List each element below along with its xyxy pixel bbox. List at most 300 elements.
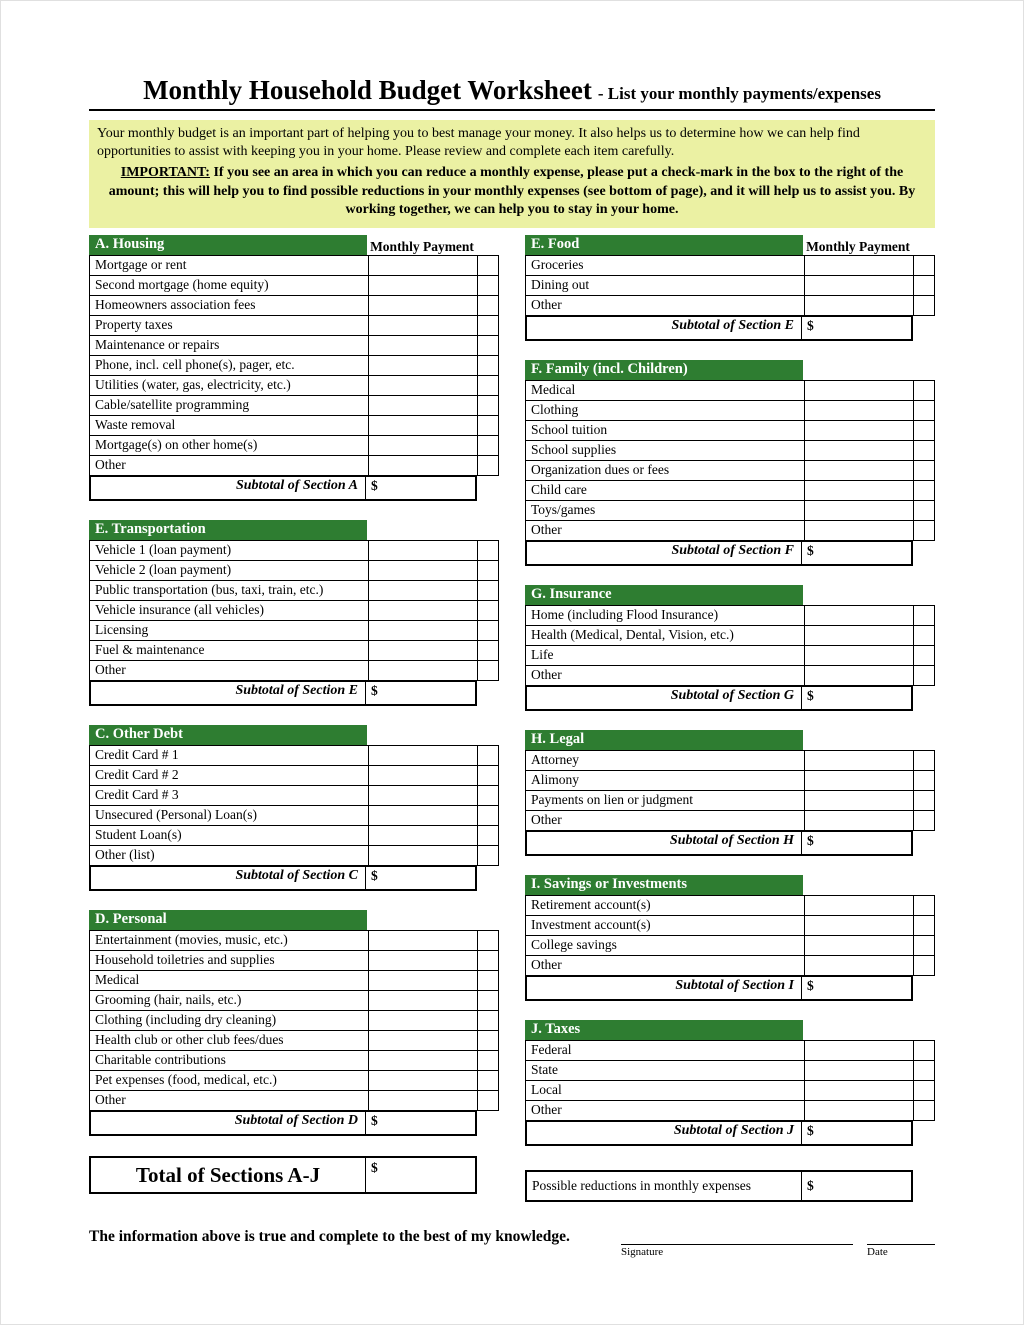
expense-row (525, 810, 935, 831)
subtotal-row (525, 975, 913, 1001)
amount-input[interactable] (368, 275, 478, 296)
amount-input[interactable] (368, 355, 478, 376)
amount-input[interactable] (804, 440, 914, 461)
expense-label: Attorney (525, 750, 805, 771)
amount-input[interactable] (804, 380, 914, 401)
reduce-checkbox[interactable] (477, 825, 499, 846)
amount-input[interactable] (804, 665, 914, 686)
subtotal-row (89, 1110, 477, 1136)
reduce-checkbox[interactable] (477, 415, 499, 436)
expense-row (525, 480, 935, 501)
expense-label: Credit Card # 1 (89, 745, 369, 766)
subtotal-row (89, 680, 477, 706)
amount-input[interactable] (804, 790, 914, 811)
expense-row (89, 785, 499, 806)
expense-label: Waste removal (89, 415, 369, 436)
expense-row (89, 560, 499, 581)
amount-input[interactable] (368, 315, 478, 336)
expense-label: Licensing (89, 620, 369, 641)
amount-input[interactable] (804, 1080, 914, 1101)
subtotal-row (525, 830, 913, 856)
reduce-checkbox[interactable] (477, 640, 499, 661)
expense-label: Medical (525, 380, 805, 401)
expense-row (525, 400, 935, 421)
reduce-checkbox[interactable] (913, 1080, 935, 1101)
section-I (525, 875, 935, 1001)
signature-line[interactable]: Signature (621, 1244, 853, 1258)
section-A (89, 235, 499, 501)
amount-input[interactable] (368, 970, 478, 991)
expense-label: Vehicle 1 (loan payment) (89, 540, 369, 561)
expense-label: Other (89, 660, 369, 681)
expense-row (525, 1040, 935, 1061)
important-note (97, 164, 927, 219)
reduce-checkbox[interactable] (913, 645, 935, 666)
expense-label: Clothing (including dry cleaning) (89, 1010, 369, 1031)
reduce-checkbox[interactable] (477, 315, 499, 336)
reduce-checkbox[interactable] (913, 520, 935, 541)
expense-row (525, 645, 935, 666)
expense-row (89, 1090, 499, 1111)
expense-label: State (525, 1060, 805, 1081)
reduce-checkbox[interactable] (913, 770, 935, 791)
expense-row (525, 895, 935, 916)
expense-row (89, 950, 499, 971)
amount-input[interactable] (804, 895, 914, 916)
reduce-checkbox[interactable] (477, 580, 499, 601)
reduce-checkbox[interactable] (477, 1050, 499, 1071)
amount-input[interactable] (368, 600, 478, 621)
reduce-checkbox[interactable] (913, 255, 935, 276)
expense-label: Life (525, 645, 805, 666)
reduce-checkbox[interactable] (913, 480, 935, 501)
amount-input[interactable] (804, 400, 914, 421)
expense-label: Pet expenses (food, medical, etc.) (89, 1070, 369, 1091)
reduce-checkbox[interactable] (477, 560, 499, 581)
subtotal-amount-field[interactable]: $ (801, 317, 911, 339)
expense-row (525, 275, 935, 296)
section-C (89, 725, 499, 891)
reduce-checkbox[interactable] (913, 500, 935, 521)
reduce-checkbox[interactable] (913, 295, 935, 316)
reduce-checkbox[interactable] (477, 1030, 499, 1051)
subtotal-amount-field[interactable]: $ (365, 682, 475, 704)
reduce-checkbox[interactable] (477, 990, 499, 1011)
section-F (525, 360, 935, 566)
subtotal-amount-field[interactable]: $ (365, 477, 475, 499)
amount-input[interactable] (368, 1070, 478, 1091)
section-header-row (525, 360, 935, 381)
subtotal-amount-field[interactable]: $ (365, 867, 475, 889)
expense-label: Organization dues or fees (525, 460, 805, 481)
amount-input[interactable] (368, 1090, 478, 1111)
expense-label: Maintenance or repairs (89, 335, 369, 356)
expense-label: Cable/satellite programming (89, 395, 369, 416)
expense-label: Home (including Flood Insurance) (525, 605, 805, 626)
amount-input[interactable] (368, 805, 478, 826)
title-main: Monthly Household Budget Worksheet (143, 75, 592, 105)
reduce-checkbox[interactable] (477, 805, 499, 826)
reduce-checkbox[interactable] (477, 1010, 499, 1031)
expense-row (89, 845, 499, 866)
amount-input[interactable] (368, 1050, 478, 1071)
reduce-checkbox[interactable] (477, 255, 499, 276)
expense-label: Health club or other club fees/dues (89, 1030, 369, 1051)
amount-input[interactable] (804, 605, 914, 626)
reduce-checkbox[interactable] (913, 895, 935, 916)
subtotal-row (525, 540, 913, 566)
amount-input[interactable] (804, 625, 914, 646)
reduce-checkbox[interactable] (477, 355, 499, 376)
monthly-payment-header: Monthly Payment (806, 238, 910, 254)
amount-input[interactable] (368, 845, 478, 866)
subtotal-label: Subtotal of Section F (527, 542, 802, 564)
expense-label: Entertainment (movies, music, etc.) (89, 930, 369, 951)
amount-input[interactable] (804, 255, 914, 276)
worksheet-columns (89, 235, 935, 1202)
subtotal-row (525, 1120, 913, 1146)
expense-row (525, 770, 935, 791)
expense-label: Child care (525, 480, 805, 501)
subtotal-label: Subtotal of Section A (91, 477, 366, 499)
amount-input[interactable] (368, 435, 478, 456)
expense-label: Mortgage or rent (89, 255, 369, 276)
amount-input[interactable] (804, 955, 914, 976)
expense-label: Other (525, 295, 805, 316)
expense-label: Household toiletries and supplies (89, 950, 369, 971)
expense-row (89, 600, 499, 621)
expense-row (89, 970, 499, 991)
expense-label: Vehicle 2 (loan payment) (89, 560, 369, 581)
amount-input[interactable] (368, 295, 478, 316)
amount-input[interactable] (804, 275, 914, 296)
expense-row (89, 355, 499, 376)
subtotal-amount-field[interactable]: $ (801, 542, 911, 564)
expense-label: Health (Medical, Dental, Vision, etc.) (525, 625, 805, 646)
total-amount-field[interactable]: $ (365, 1158, 475, 1192)
subtotal-amount-field[interactable]: $ (365, 1112, 475, 1134)
reduce-checkbox[interactable] (913, 1060, 935, 1081)
expense-row (89, 415, 499, 436)
reduce-checkbox[interactable] (477, 620, 499, 641)
amount-input[interactable] (368, 950, 478, 971)
amount-input[interactable] (368, 560, 478, 581)
amount-input[interactable] (804, 480, 914, 501)
expense-row (89, 660, 499, 681)
expense-row (89, 640, 499, 661)
expense-label: College savings (525, 935, 805, 956)
reduce-checkbox[interactable] (477, 540, 499, 561)
expense-row (525, 1060, 935, 1081)
subtotal-label: Subtotal of Section G (527, 687, 802, 709)
expense-label: Other (525, 955, 805, 976)
expense-label: Grooming (hair, nails, etc.) (89, 990, 369, 1011)
reduce-checkbox[interactable] (913, 380, 935, 401)
expense-label: Investment account(s) (525, 915, 805, 936)
expense-row (89, 580, 499, 601)
subtotal-row (89, 475, 477, 501)
possible-reductions-row (525, 1170, 913, 1202)
subtotal-amount-field[interactable]: $ (801, 687, 911, 709)
amount-input[interactable] (368, 540, 478, 561)
reduce-checkbox[interactable] (913, 420, 935, 441)
expense-row (89, 745, 499, 766)
expense-row (89, 1030, 499, 1051)
expense-label: Credit Card # 2 (89, 765, 369, 786)
section-H (525, 730, 935, 856)
expense-row (89, 930, 499, 951)
section-header-label: C. Other Debt (89, 725, 367, 746)
reduce-checkbox[interactable] (477, 435, 499, 456)
section-B (89, 520, 499, 706)
expense-row (525, 420, 935, 441)
reduce-checkbox[interactable] (477, 600, 499, 621)
amount-input[interactable] (368, 580, 478, 601)
reduce-checkbox[interactable] (477, 785, 499, 806)
amount-input[interactable] (368, 990, 478, 1011)
page-title (89, 75, 935, 111)
amount-input[interactable] (368, 375, 478, 396)
amount-input[interactable] (804, 645, 914, 666)
monthly-payment-header: Monthly Payment (370, 238, 474, 254)
signature-area (621, 1244, 935, 1258)
expense-row (89, 375, 499, 396)
section-header-row (525, 875, 935, 896)
subtotal-label: Subtotal of Section E (91, 682, 366, 704)
expense-row (89, 805, 499, 826)
reduce-checkbox[interactable] (913, 605, 935, 626)
amount-input[interactable] (368, 765, 478, 786)
expense-label: Unsecured (Personal) Loan(s) (89, 805, 369, 826)
amount-input[interactable] (804, 1040, 914, 1061)
expense-row (525, 520, 935, 541)
subtotal-label: Subtotal of Section C (91, 867, 366, 889)
reduce-checkbox[interactable] (477, 660, 499, 681)
expense-label: Other (525, 520, 805, 541)
expense-row (525, 255, 935, 276)
amount-input[interactable] (804, 935, 914, 956)
reduce-checkbox[interactable] (913, 460, 935, 481)
expense-label: Vehicle insurance (all vehicles) (89, 600, 369, 621)
reduce-checkbox[interactable] (913, 275, 935, 296)
expense-label: Student Loan(s) (89, 825, 369, 846)
expense-row (89, 295, 499, 316)
amount-input[interactable] (804, 500, 914, 521)
amount-input[interactable] (804, 915, 914, 936)
expense-row (525, 665, 935, 686)
expense-row (89, 395, 499, 416)
subtotal-label: Subtotal of Section I (527, 977, 802, 999)
section-header-row (89, 520, 499, 541)
reduce-checkbox[interactable] (477, 970, 499, 991)
expense-row (525, 750, 935, 771)
total-sections-row (89, 1156, 477, 1194)
section-header-label: H. Legal (525, 730, 803, 751)
expense-label: Other (89, 455, 369, 476)
section-header-label: J. Taxes (525, 1020, 803, 1041)
reduce-checkbox[interactable] (477, 845, 499, 866)
reduce-checkbox[interactable] (477, 1070, 499, 1091)
amount-input[interactable] (368, 930, 478, 951)
amount-input[interactable] (368, 1010, 478, 1031)
amount-input[interactable] (804, 295, 914, 316)
intro-paragraph: Your monthly budget is an important part of helping you to best manage your money. It also helps us to determine how we can help find opportunities to assist with keeping you in your home. Please review and complete each item carefully. (97, 126, 860, 160)
section-header-label: G. Insurance (525, 585, 803, 606)
amount-input[interactable] (368, 1030, 478, 1051)
amount-input[interactable] (368, 660, 478, 681)
possible-reductions-label: Possible reductions in monthly expenses (532, 1177, 751, 1193)
subtotal-label: Subtotal of Section D (91, 1112, 366, 1134)
subtotal-label: Subtotal of Section J (527, 1122, 802, 1144)
amount-input[interactable] (804, 520, 914, 541)
reduce-checkbox[interactable] (477, 950, 499, 971)
reduce-checkbox[interactable] (913, 400, 935, 421)
right-column (525, 235, 935, 1202)
expense-label: Payments on lien or judgment (525, 790, 805, 811)
expense-row (89, 1050, 499, 1071)
reduce-checkbox[interactable] (477, 335, 499, 356)
reduce-checkbox[interactable] (477, 745, 499, 766)
expense-row (89, 825, 499, 846)
expense-label: Other (525, 665, 805, 686)
expense-label: Second mortgage (home equity) (89, 275, 369, 296)
amount-input[interactable] (368, 255, 478, 276)
expense-label: Charitable contributions (89, 1050, 369, 1071)
reductions-amount-field[interactable]: $ (801, 1172, 911, 1200)
amount-input[interactable] (804, 1100, 914, 1121)
expense-row (525, 935, 935, 956)
expense-row (525, 295, 935, 316)
important-label: IMPORTANT: (120, 165, 210, 181)
subtotal-row (525, 685, 913, 711)
expense-row (89, 315, 499, 336)
reduce-checkbox[interactable] (913, 935, 935, 956)
expense-row (89, 1010, 499, 1031)
amount-input[interactable] (804, 460, 914, 481)
amount-input[interactable] (368, 825, 478, 846)
reduce-checkbox[interactable] (913, 1040, 935, 1061)
expense-row (89, 455, 499, 476)
section-header-label: E. Transportation (89, 520, 367, 541)
amount-input[interactable] (804, 1060, 914, 1081)
expense-row (525, 915, 935, 936)
subtotal-row (89, 865, 477, 891)
expense-row (89, 275, 499, 296)
expense-row (525, 605, 935, 626)
reduce-checkbox[interactable] (477, 1090, 499, 1111)
expense-label: Other (89, 1090, 369, 1111)
section-header-row (525, 1020, 935, 1041)
section-header-row (525, 730, 935, 751)
expense-label: Clothing (525, 400, 805, 421)
reduce-checkbox[interactable] (913, 625, 935, 646)
amount-input[interactable] (368, 785, 478, 806)
amount-input[interactable] (368, 620, 478, 641)
right-sections (525, 235, 935, 1146)
amount-input[interactable] (804, 810, 914, 831)
footer (89, 1228, 935, 1258)
section-header-label: A. Housing (89, 235, 367, 256)
amount-input[interactable] (368, 335, 478, 356)
reduce-checkbox[interactable] (477, 275, 499, 296)
expense-row (525, 440, 935, 461)
reduce-checkbox[interactable] (477, 765, 499, 786)
amount-input[interactable] (368, 745, 478, 766)
reduce-checkbox[interactable] (913, 915, 935, 936)
total-sections-label: Total of Sections A-J (135, 1162, 321, 1187)
reduce-checkbox[interactable] (477, 295, 499, 316)
expense-row (525, 625, 935, 646)
reduce-checkbox[interactable] (477, 395, 499, 416)
reduce-checkbox[interactable] (913, 665, 935, 686)
amount-input[interactable] (368, 395, 478, 416)
subtotal-row (525, 315, 913, 341)
expense-label: Utilities (water, gas, electricity, etc.) (89, 375, 369, 396)
amount-input[interactable] (804, 750, 914, 771)
expense-label: Other (525, 810, 805, 831)
amount-input[interactable] (368, 640, 478, 661)
reduce-checkbox[interactable] (913, 750, 935, 771)
section-header-label: F. Family (incl. Children) (525, 360, 803, 381)
expense-row (89, 540, 499, 561)
left-column (89, 235, 499, 1202)
expense-row (525, 1100, 935, 1121)
reduce-checkbox[interactable] (477, 375, 499, 396)
expense-row (89, 765, 499, 786)
subtotal-label: Subtotal of Section E (527, 317, 802, 339)
expense-label: Public transportation (bus, taxi, train, etc.) (89, 580, 369, 601)
expense-row (89, 1070, 499, 1091)
amount-input[interactable] (804, 420, 914, 441)
expense-label: Dining out (525, 275, 805, 296)
subtotal-amount-field[interactable]: $ (801, 1122, 911, 1144)
intro-banner (89, 120, 935, 228)
reduce-checkbox[interactable] (477, 930, 499, 951)
reduce-checkbox[interactable] (913, 955, 935, 976)
section-header-row (525, 585, 935, 606)
section-D (89, 910, 499, 1136)
expense-label: Mortgage(s) on other home(s) (89, 435, 369, 456)
reduce-checkbox[interactable] (477, 455, 499, 476)
subtotal-amount-field[interactable]: $ (801, 832, 911, 854)
reduce-checkbox[interactable] (913, 440, 935, 461)
expense-label: School tuition (525, 420, 805, 441)
reduce-checkbox[interactable] (913, 810, 935, 831)
section-header-label: D. Personal (89, 910, 367, 931)
expense-row (89, 620, 499, 641)
subtotal-label: Subtotal of Section H (527, 832, 802, 854)
expense-row (525, 460, 935, 481)
expense-label: Federal (525, 1040, 805, 1061)
reduce-checkbox[interactable] (913, 1100, 935, 1121)
reduce-checkbox[interactable] (913, 790, 935, 811)
section-G (525, 585, 935, 711)
expense-label: Groceries (525, 255, 805, 276)
section-header-row (89, 910, 499, 931)
expense-row (525, 500, 935, 521)
expense-label: Homeowners association fees (89, 295, 369, 316)
expense-row (89, 435, 499, 456)
expense-row (89, 990, 499, 1011)
section-header-row (89, 725, 499, 746)
amount-input[interactable] (804, 770, 914, 791)
subtotal-amount-field[interactable]: $ (801, 977, 911, 999)
amount-input[interactable] (368, 415, 478, 436)
section-header-label: E. Food (525, 235, 803, 256)
amount-input[interactable] (368, 455, 478, 476)
left-sections (89, 235, 499, 1136)
date-line[interactable]: Date (867, 1244, 935, 1258)
